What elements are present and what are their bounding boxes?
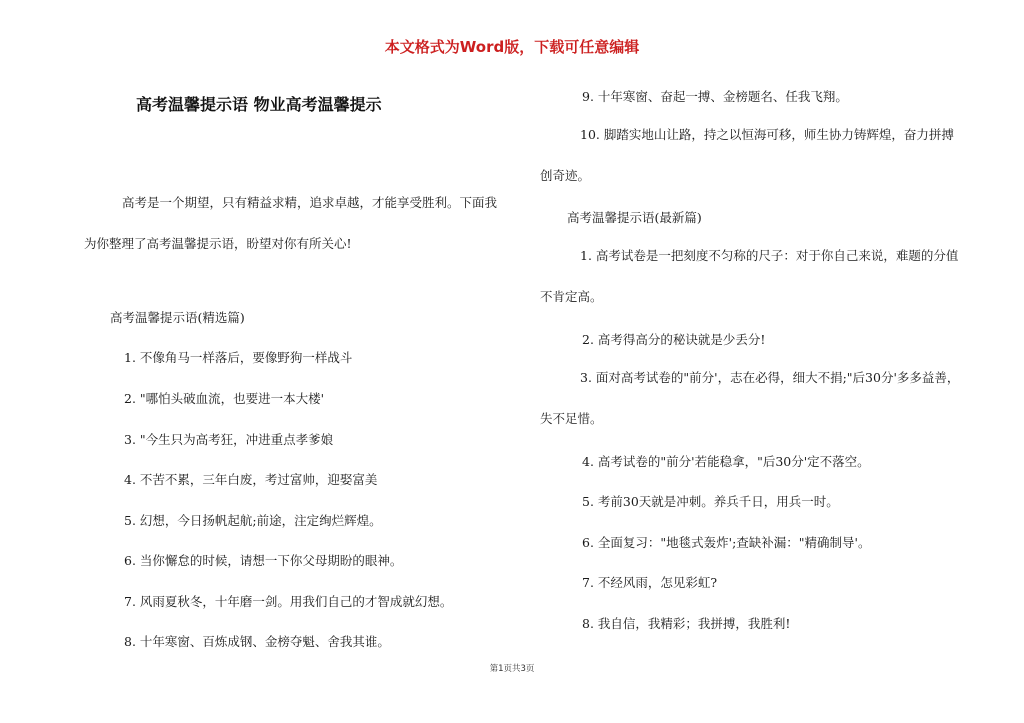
- download-banner: 本文格式为Word版，下载可任意编辑: [384, 38, 640, 56]
- list-item: 5. 幻想，今日扬帆起航;前途，注定绚烂辉煌。: [124, 513, 382, 528]
- list-item: 4. 不苦不累，三年白废，考过富帅，迎娶富美: [124, 472, 378, 487]
- list-item: 4. 高考试卷的"前分'若能稳拿，"后30分'定不落空。: [582, 454, 870, 469]
- list-item: 1. 高考试卷是一把刻度不匀称的尺子：对于你自己来说，难题的分值不肯定高。: [540, 248, 959, 304]
- document-title: 高考温馨提示语 物业高考温馨提示: [136, 95, 382, 114]
- list-item: 5. 考前30天就是冲刺。养兵千日，用兵一时。: [582, 494, 839, 509]
- intro-paragraph: 高考是一个期望，只有精益求精，追求卓越，才能享受胜利。下面我为你整理了高考温馨提示语，盼望对你有所关心!: [84, 195, 498, 251]
- list-item: 3. "今生只为高考狂，冲进重点孝爹娘: [124, 432, 334, 447]
- section-heading-selected: 高考温馨提示语(精选篇): [110, 310, 245, 325]
- list-item: 2. 高考得高分的秘诀就是少丢分!: [582, 332, 766, 347]
- list-item: 7. 风雨夏秋冬，十年磨一剑。用我们自己的才智成就幻想。: [124, 594, 453, 609]
- list-item: 1. 不像角马一样落后，要像野狗一样战斗: [124, 350, 353, 365]
- list-item: 9. 十年寒窗、奋起一搏、金榜题名、任我飞翔。: [582, 89, 848, 104]
- page-number: 第1页共3页: [489, 664, 535, 674]
- list-item: 7. 不经风雨，怎见彩虹?: [582, 575, 718, 590]
- list-item: 6. 全面复习："地毯式轰炸';查缺补漏："精确制导'。: [582, 535, 871, 550]
- section-heading-latest: 高考温馨提示语(最新篇): [567, 210, 702, 225]
- list-item: 8. 我自信，我精彩；我拼搏，我胜利!: [582, 616, 791, 631]
- list-item: 8. 十年寒窗、百炼成钢、金榜夺魁、舍我其谁。: [124, 634, 390, 649]
- list-item: 3. 面对高考试卷的"前分'，志在必得，细大不捐;"后30分'多多益善，失不足惜。: [540, 370, 960, 426]
- list-item: 10. 脚踏实地山让路，持之以恒海可移，师生协力铸辉煌，奋力拼搏创奇迹。: [540, 127, 954, 183]
- list-item: 2. "哪怕头破血流，也要进一本大楼': [124, 391, 325, 406]
- list-item: 6. 当你懈怠的时候，请想一下你父母期盼的眼神。: [124, 553, 403, 568]
